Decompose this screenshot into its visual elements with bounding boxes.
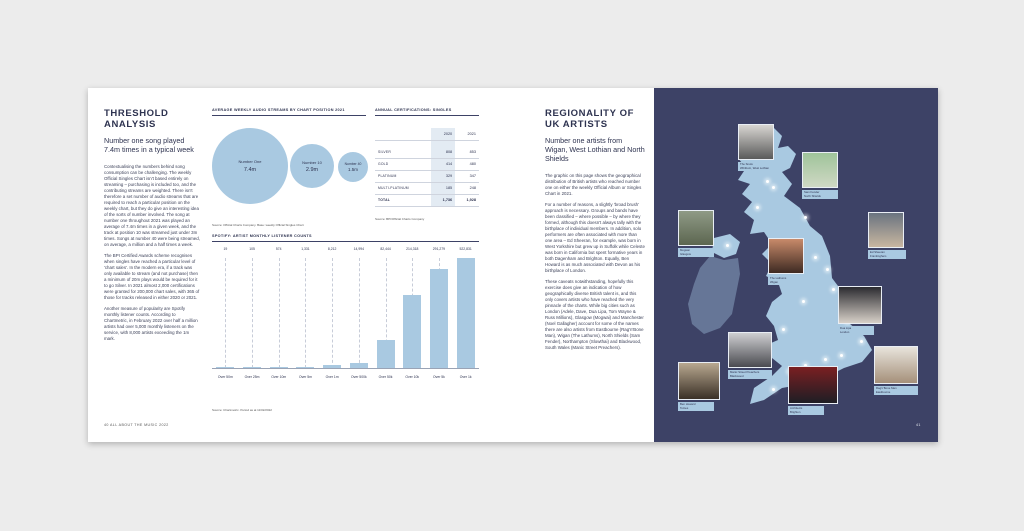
artist-caption: The Snuts Whitburn, West Lothian [738,162,780,171]
artist-photo [678,210,714,246]
paragraph: The BPI Certified Awards scheme recognises when singles have reached a particular level of 'chart sales'. In the modern era, if a track was only available to stream (and not purchase) then a minimum of 20m plays would be required for it to go Silver. In 2021 almost 2,000 certifications were granted for 200,000 chart sales, with 365 of those for tracks released in either 2020 or 2021. [104,253,200,300]
table-row [375,146,479,158]
table-cell: GOLD [375,158,431,170]
body-text [104,164,200,342]
x-tick-label: Over 500k [351,375,367,379]
location-dot [726,244,729,247]
table-cell: 185 [431,182,455,194]
table-cell: SILVER [375,146,431,158]
spotify-chart-header [212,234,479,242]
table-cell: MULTI-PLATINUM [375,182,431,194]
cert-table [375,128,479,207]
chart-gridline [305,258,306,368]
artist-photo [868,212,904,248]
paragraph: These caveats notwithstanding, hopefully this exercise does give an indication of how geographically diverse British talent is, and this only covers artists who have reached the very pinnacle of the charts. While big cities such as London (Adele, Dave, Dua Lipa, Tom Wayne & Russ Millions), Glasgow (Mogwai) and Manchester (Noel Gallagher) account for some of the names there are also artists from Eastbourne (Rag'n'Bone Man), Wigan (The Lathums), North Shields (Sam Fender), Northampton (Slowthai) and Blackwood, South Wales (Manic Street Preachers). [545,279,644,350]
x-tick-label: Over 1k [459,375,472,379]
artist-caption: Dua Lipa London [838,326,874,335]
table-header-cell: 2021 [455,128,479,140]
right-heading: REGIONALITY OF UK ARTISTS [545,108,634,130]
bar-value-label: 291,279 [432,247,446,251]
bar-value-label: 574 [275,247,282,251]
page-heading: THRESHOLD ANALYSIS [104,108,169,130]
magazine-spread [88,88,938,442]
bubble-number-one [212,128,288,204]
left-footer: 40 ALL ABOUT THE MUSIC 2022 [104,423,169,427]
location-dot [756,206,759,209]
bar-value-label: 8,212 [327,247,337,251]
table-header-cell: 2020 [431,128,455,140]
table-cell: 1,928 [455,194,479,206]
x-tick-label: Over 10m [271,375,287,379]
location-dot [766,180,769,183]
table-cell: TOTAL [375,194,431,206]
cert-table-source: Source: BPI/Official Charts Company [375,216,425,221]
artist-photo [768,238,804,274]
x-axis-line [212,368,479,369]
cert-table-block [375,108,479,221]
x-tick-label: Over 1m [325,375,339,379]
table-cell: 248 [455,182,479,194]
artist-caption: Rag'n'Bone Man Eastbourne [874,386,918,395]
location-dot [824,358,827,361]
ireland-shape [688,256,740,334]
bar-value-label: 214,318 [406,247,419,251]
bar-value-label: 19 [223,247,228,251]
x-tick-label: Over 25m [244,375,260,379]
artist-photo [678,362,720,400]
artist-photo [874,346,918,384]
right-body-text [545,173,645,351]
chart-gridline [225,258,226,368]
location-dot [860,340,863,343]
location-dot [814,256,817,259]
chart-gridline [252,258,253,368]
location-dot [782,328,785,331]
bubble-value: 2.9m [305,166,319,173]
bar-value-label: 14,994 [353,247,365,251]
table-cell: 853 [455,146,479,158]
artist-caption: Architects Brighton [788,406,824,415]
artist-photo [802,152,838,188]
bar-value-label: 1,331 [301,247,310,251]
table-cell: 480 [455,158,479,170]
bubble-chart-title: AVERAGE WEEKLY AUDIO STREAMS BY CHART POSITION 2021 [212,108,366,116]
spotify-chart-source: Source: Chartmetric. Period as at 11/02/2022 [212,408,272,412]
bubble-number-10 [290,144,334,188]
chart-gridline [332,258,333,368]
bubble-chart-source: Source: Official Charts Company. Base: weekly Official Singles Chart [212,223,304,227]
right-intro [545,108,645,356]
bubble-label: Number 40 [344,162,362,166]
bar-value-label: 522,831 [459,247,472,251]
table-cell: 414 [431,158,455,170]
table-cell: PLATINUM [375,170,431,182]
x-tick-label: Over 50m [217,375,233,379]
bubble-value: 1.5m [347,167,358,172]
x-tick-label: Over 5k [433,375,445,379]
chart-bar [430,269,448,368]
spotify-chart-title: SPOTIFY: ARTIST MONTHLY LISTENER COUNTS [212,234,479,242]
chart-bar [377,340,395,368]
paragraph: The graphic on this page shows the geographical distribution of British artists who reached number one on either the weekly Official Album or Singles Chart in 2021. [545,173,642,196]
location-dot [772,186,775,189]
artist-photo [738,124,774,160]
table-header-row [375,128,479,140]
location-dot [772,388,775,391]
location-dot [840,354,843,357]
cert-table-title: ANNUAL CERTIFICATIONS: SINGLES [375,108,479,116]
table-row-total [375,194,479,206]
artist-photo [728,332,772,368]
page-subheading: Number one song played 7.4m times in a typical week [104,136,194,154]
bubble-value: 7.4m [243,167,257,173]
chart-gridline [359,258,360,368]
artist-caption: Sam Fender North Shields [802,190,838,199]
x-tick-label: Over 50k [378,375,393,379]
location-dot [802,300,805,303]
bubble-label: Number One [238,159,262,164]
bubble-chart [212,108,366,116]
chart-gridline [279,258,280,368]
paragraph: Another measure of popularity are Spotify monthly listener counts. According to Chartmetric, in February 2022 over half a million artists had over 5,000 monthly listeners on the service, with 8,000 artists exceeding the 1m mark. [104,306,198,341]
table-row [375,182,479,194]
location-dot [826,268,829,271]
chart-bar [403,295,421,368]
artist-caption: Ed Sheeran Framlingham [868,250,906,259]
artist-caption: Ben Howard Totnes [678,402,714,411]
bar-value-label: 82,444 [380,247,391,251]
artist-caption: The Lathums Wigan [768,276,804,285]
left-intro [104,108,200,347]
table-cell: 347 [455,170,479,182]
table-row [375,158,479,170]
paragraph: Contextualising the numbers behind song consumption can be challenging. The weekly Official Singles Chart isn't based entirely on streaming – purchasing is included too, and the contributing streams are weighted. There isn't therefore a set number of audio streams that are required to reach a particular position on the weekly chart, but they do give an interesting idea of the sorts of number involved. The song at number one throughout 2021 was played an average of 7.4m times in a given week, and the track at position 10 was streamed just under 3m times. Songs at number 40 were being streamed, on average, a million and a half times a week. [104,164,200,247]
bubble-number-40 [338,152,368,182]
bar-value-label: 105 [249,247,255,251]
table-header-cell [375,128,431,140]
x-tick-label: Over 10k [405,375,420,379]
spotify-bar-chart [212,246,479,396]
chart-bar [457,258,475,368]
x-tick-label: Over 5m [298,375,312,379]
location-dot [832,288,835,291]
table-cell: 808 [431,146,455,158]
artist-photo [788,366,838,404]
artist-photo [838,286,882,324]
right-page-number: 41 [916,423,921,427]
artist-caption: Manic Street Preachers Blackwood [728,370,772,379]
table-cell: 1,736 [431,194,455,206]
bubble-label: Number 10 [302,159,322,165]
location-dot [804,216,807,219]
paragraph: For a number of reasons, a slightly 'broad brush' approach is necessary. Groups and bands have been classified – where possible – by where they formed, although this doesn't always tally with the birthplace of individual members. In addition, solo performers are often associated with more than one area – Ed Sheeran, for example, was born in West Yorkshire but grew up in Suffolk while Celeste was born in California but spent formative years in both Dagenham and Brighton. Equally, Ben Howard is as much associated with Devon as his birthplace of London. [545,202,645,273]
table-row [375,170,479,182]
map-panel [654,88,938,442]
table-cell: 329 [431,170,455,182]
artist-caption: Mogwai Glasgow [678,248,714,257]
right-subheading: Number one artists from Wigan, West Lothian and North Shields [545,136,645,163]
